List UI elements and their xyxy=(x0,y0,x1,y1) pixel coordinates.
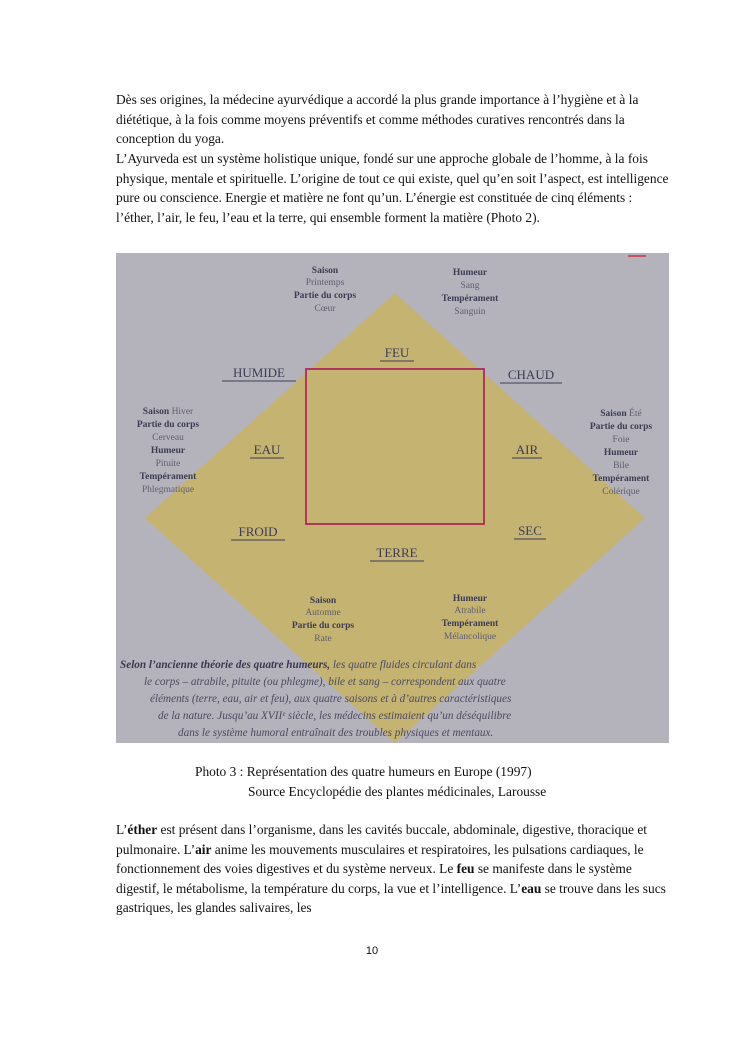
element-eau-label: EAU xyxy=(253,442,281,457)
svg-text:Humeur: Humeur xyxy=(603,448,639,458)
quality-sec-label: SEC xyxy=(518,523,542,538)
svg-text:Humeur: Humeur xyxy=(452,268,488,278)
elements-paragraph: L’éther est présent dans l’organisme, dans les cavités buccale, abdominale, digestive, thoracique et pulmonaire. L’air anime les mouvements musculaires et respiratoires, les pulsations cardiaques, le fonctionnement des voies digestives et du système nerveux. Le feu se manifeste dans le système digestif, le métabolisme, la température du corps, la vue et l’intelligence. L’eau se trouve dans les sucs gastriques, les glandes salivaires, les xyxy=(116,822,666,916)
svg-text:Sang: Sang xyxy=(460,281,480,291)
svg-text:Automne: Automne xyxy=(305,608,341,618)
page-number: 10 xyxy=(365,945,379,957)
element-terre-label: TERRE xyxy=(376,545,418,560)
four-humours-photo xyxy=(116,253,669,743)
svg-text:de la nature. Jusqu’au XVIIᵉ s: de la nature. Jusqu’au XVIIᵉ siècle, les médecins estimaient qu’un déséquilibre xyxy=(158,710,512,722)
four-humours-diagram xyxy=(116,253,669,743)
svg-text:Sanguin: Sanguin xyxy=(454,307,486,317)
svg-text:Tempérament: Tempérament xyxy=(441,619,499,629)
quality-humide-label: HUMIDE xyxy=(233,365,285,380)
svg-text:Humeur: Humeur xyxy=(452,594,488,604)
svg-text:Printemps: Printemps xyxy=(305,278,345,288)
svg-text:Partie du corps: Partie du corps xyxy=(136,420,200,430)
figure-source: Source Encyclopédie des plantes médicinales, Larousse xyxy=(248,784,547,799)
svg-text:Saison: Saison xyxy=(309,596,337,606)
spring-info-block xyxy=(294,266,357,314)
winter-info-block xyxy=(137,407,200,495)
svg-text:Humeur: Humeur xyxy=(150,446,186,456)
svg-text:Colérique: Colérique xyxy=(602,487,640,497)
figure-caption: Photo 3 : Représentation des quatre humeurs en Europe (1997) xyxy=(195,764,532,779)
summer-info-block xyxy=(590,407,653,497)
element-feu-label: FEU xyxy=(384,345,410,360)
svg-text:Cerveau: Cerveau xyxy=(152,433,184,443)
element-air-label: AIR xyxy=(515,442,539,457)
svg-text:Bile: Bile xyxy=(613,461,629,471)
svg-text:le corps – atrabile, pituite (: le corps – atrabile, pituite (ou phlegme), bile et sang – correspondent aux quatre xyxy=(144,676,506,688)
svg-text:Selon l’ancienne théorie des q: Selon l’ancienne théorie des quatre humeurs, les quatre fluides circulant dans xyxy=(120,659,477,671)
svg-text:Tempérament: Tempérament xyxy=(441,294,499,304)
svg-text:Tempérament: Tempérament xyxy=(592,474,650,484)
ayurveda-paragraph: L’Ayurveda est un système holistique unique, fondé sur une approche globale de l’homme, à la fois physique, mentale et spirituelle. L’origine de tout ce qui existe, quel qu’en soit l’aspect, est intelligence pure ou conscience. Energie et matière ne font qu’un. L’énergie est constituée de cinq éléments : l’éther, l’air, le feu, l’eau et la terre, qui ensemble forment la matière (Photo 2). xyxy=(116,151,669,225)
svg-text:Saison: Saison xyxy=(311,266,339,276)
svg-text:Saison Hiver: Saison Hiver xyxy=(142,407,194,417)
svg-text:Mélancolique: Mélancolique xyxy=(443,632,497,642)
quality-froid-label: FROID xyxy=(238,524,278,539)
svg-text:Atrabile: Atrabile xyxy=(454,606,486,616)
svg-text:Cœur: Cœur xyxy=(314,304,336,314)
intro-paragraph: Dès ses origines, la médecine ayurvédique a accordé la plus grande importance à l’hygiène et à la diététique, à la fois comme moyens préventifs et comme méthodes curatives rencontrés dans la conception du yoga. xyxy=(116,92,639,147)
svg-text:éléments (terre, eau, air et f: éléments (terre, eau, air et feu), aux quatre saisons et à d’autres caractéristiques xyxy=(150,693,512,705)
sang-info-block xyxy=(442,268,499,317)
svg-text:Partie du corps: Partie du corps xyxy=(589,422,653,432)
svg-text:Partie du corps: Partie du corps xyxy=(293,291,357,301)
svg-text:Pituite: Pituite xyxy=(155,459,181,469)
svg-text:dans le système humoral entraî: dans le système humoral entraînait des troubles physiques et mentaux. xyxy=(178,727,494,739)
svg-text:Phlegmatique: Phlegmatique xyxy=(141,485,195,495)
quality-chaud-label: CHAUD xyxy=(507,367,555,382)
svg-text:Partie du corps: Partie du corps xyxy=(291,621,355,631)
svg-text:Saison Été: Saison Été xyxy=(600,409,642,419)
svg-text:Foie: Foie xyxy=(612,435,630,445)
svg-text:Tempérament: Tempérament xyxy=(139,472,197,482)
svg-text:Rate: Rate xyxy=(314,634,332,644)
